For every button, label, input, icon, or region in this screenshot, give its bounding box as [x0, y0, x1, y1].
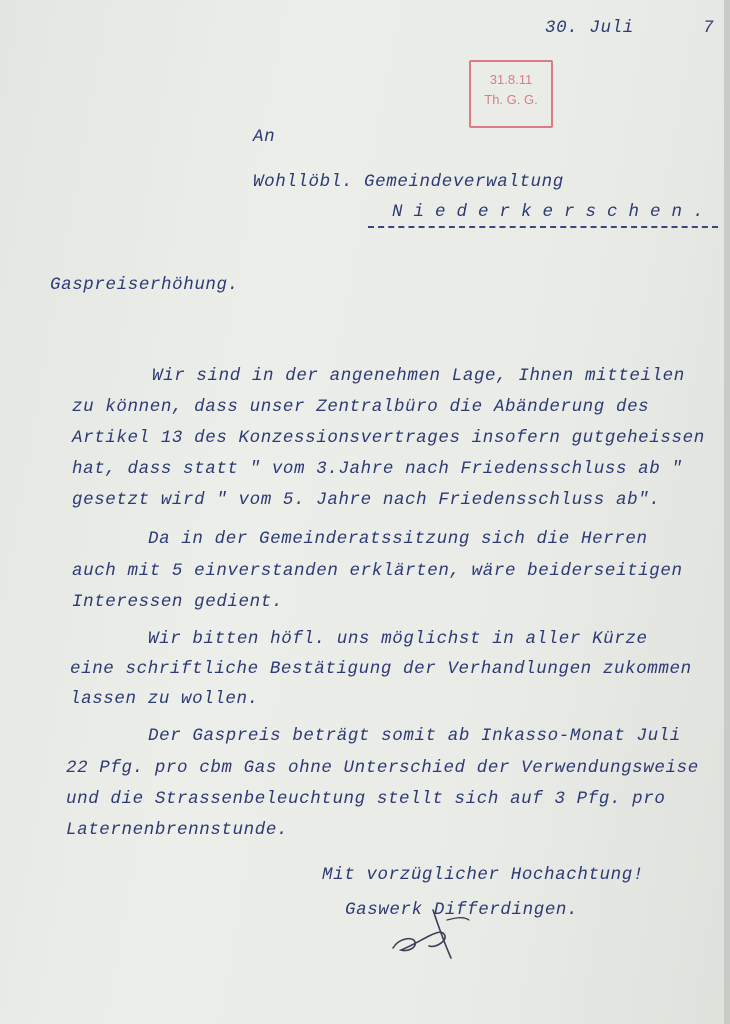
body-line: Wir bitten höfl. uns möglichst in aller Kürze	[148, 629, 648, 649]
body-line: 22 Pfg. pro cbm Gas ohne Unterschied der Verwendungsweise	[66, 758, 699, 778]
page-number: 7	[703, 18, 715, 38]
body-line: hat, dass statt " vom 3.Jahre nach Friedensschluss ab "	[72, 459, 683, 479]
recipient-place: Niederkerschen.	[392, 202, 715, 222]
body-line: Der Gaspreis beträgt somit ab Inkasso-Monat Juli	[148, 726, 681, 746]
body-line: gesetzt wird " vom 5. Jahre nach Friedensschluss ab".	[72, 490, 661, 510]
recipient-name: Wohllöbl. Gemeindeverwaltung	[253, 172, 564, 192]
handwritten-signature	[385, 900, 495, 970]
body-line: Wir sind in der angenehmen Lage, Ihnen mitteilen	[152, 366, 685, 386]
place-underline	[368, 226, 718, 228]
body-line: Laternenbrennstunde.	[66, 820, 289, 840]
body-line: zu können, dass unser Zentralbüro die Abänderung des	[72, 397, 650, 417]
body-line: lassen zu wollen.	[70, 689, 259, 709]
stamp-initials: Th. G. G.	[484, 92, 538, 107]
letter-date: 30. Juli	[545, 18, 634, 38]
body-line: auch mit 5 einverstanden erklärten, wäre beiderseitigen	[72, 561, 683, 581]
body-line: Artikel 13 des Konzessionsvertrages insofern gutgeheissen	[72, 428, 705, 448]
body-line: eine schriftliche Bestätigung der Verhandlungen zukommen	[70, 659, 692, 679]
stamp-date: 31.8.11	[489, 72, 533, 87]
received-stamp	[469, 60, 553, 128]
body-line: Da in der Gemeinderatssitzung sich die Herren	[148, 529, 648, 549]
recipient-salutation: An	[253, 127, 276, 147]
body-line: Interessen gedient.	[72, 592, 283, 612]
closing-greeting: Mit vorzüglicher Hochachtung!	[322, 865, 644, 885]
page-edge	[724, 0, 730, 1024]
sender-name: Gaswerk Differdingen.	[345, 900, 579, 920]
subject-line: Gaspreiserhöhung.	[50, 275, 239, 295]
body-line: und die Strassenbeleuchtung stellt sich auf 3 Pfg. pro	[66, 789, 666, 809]
